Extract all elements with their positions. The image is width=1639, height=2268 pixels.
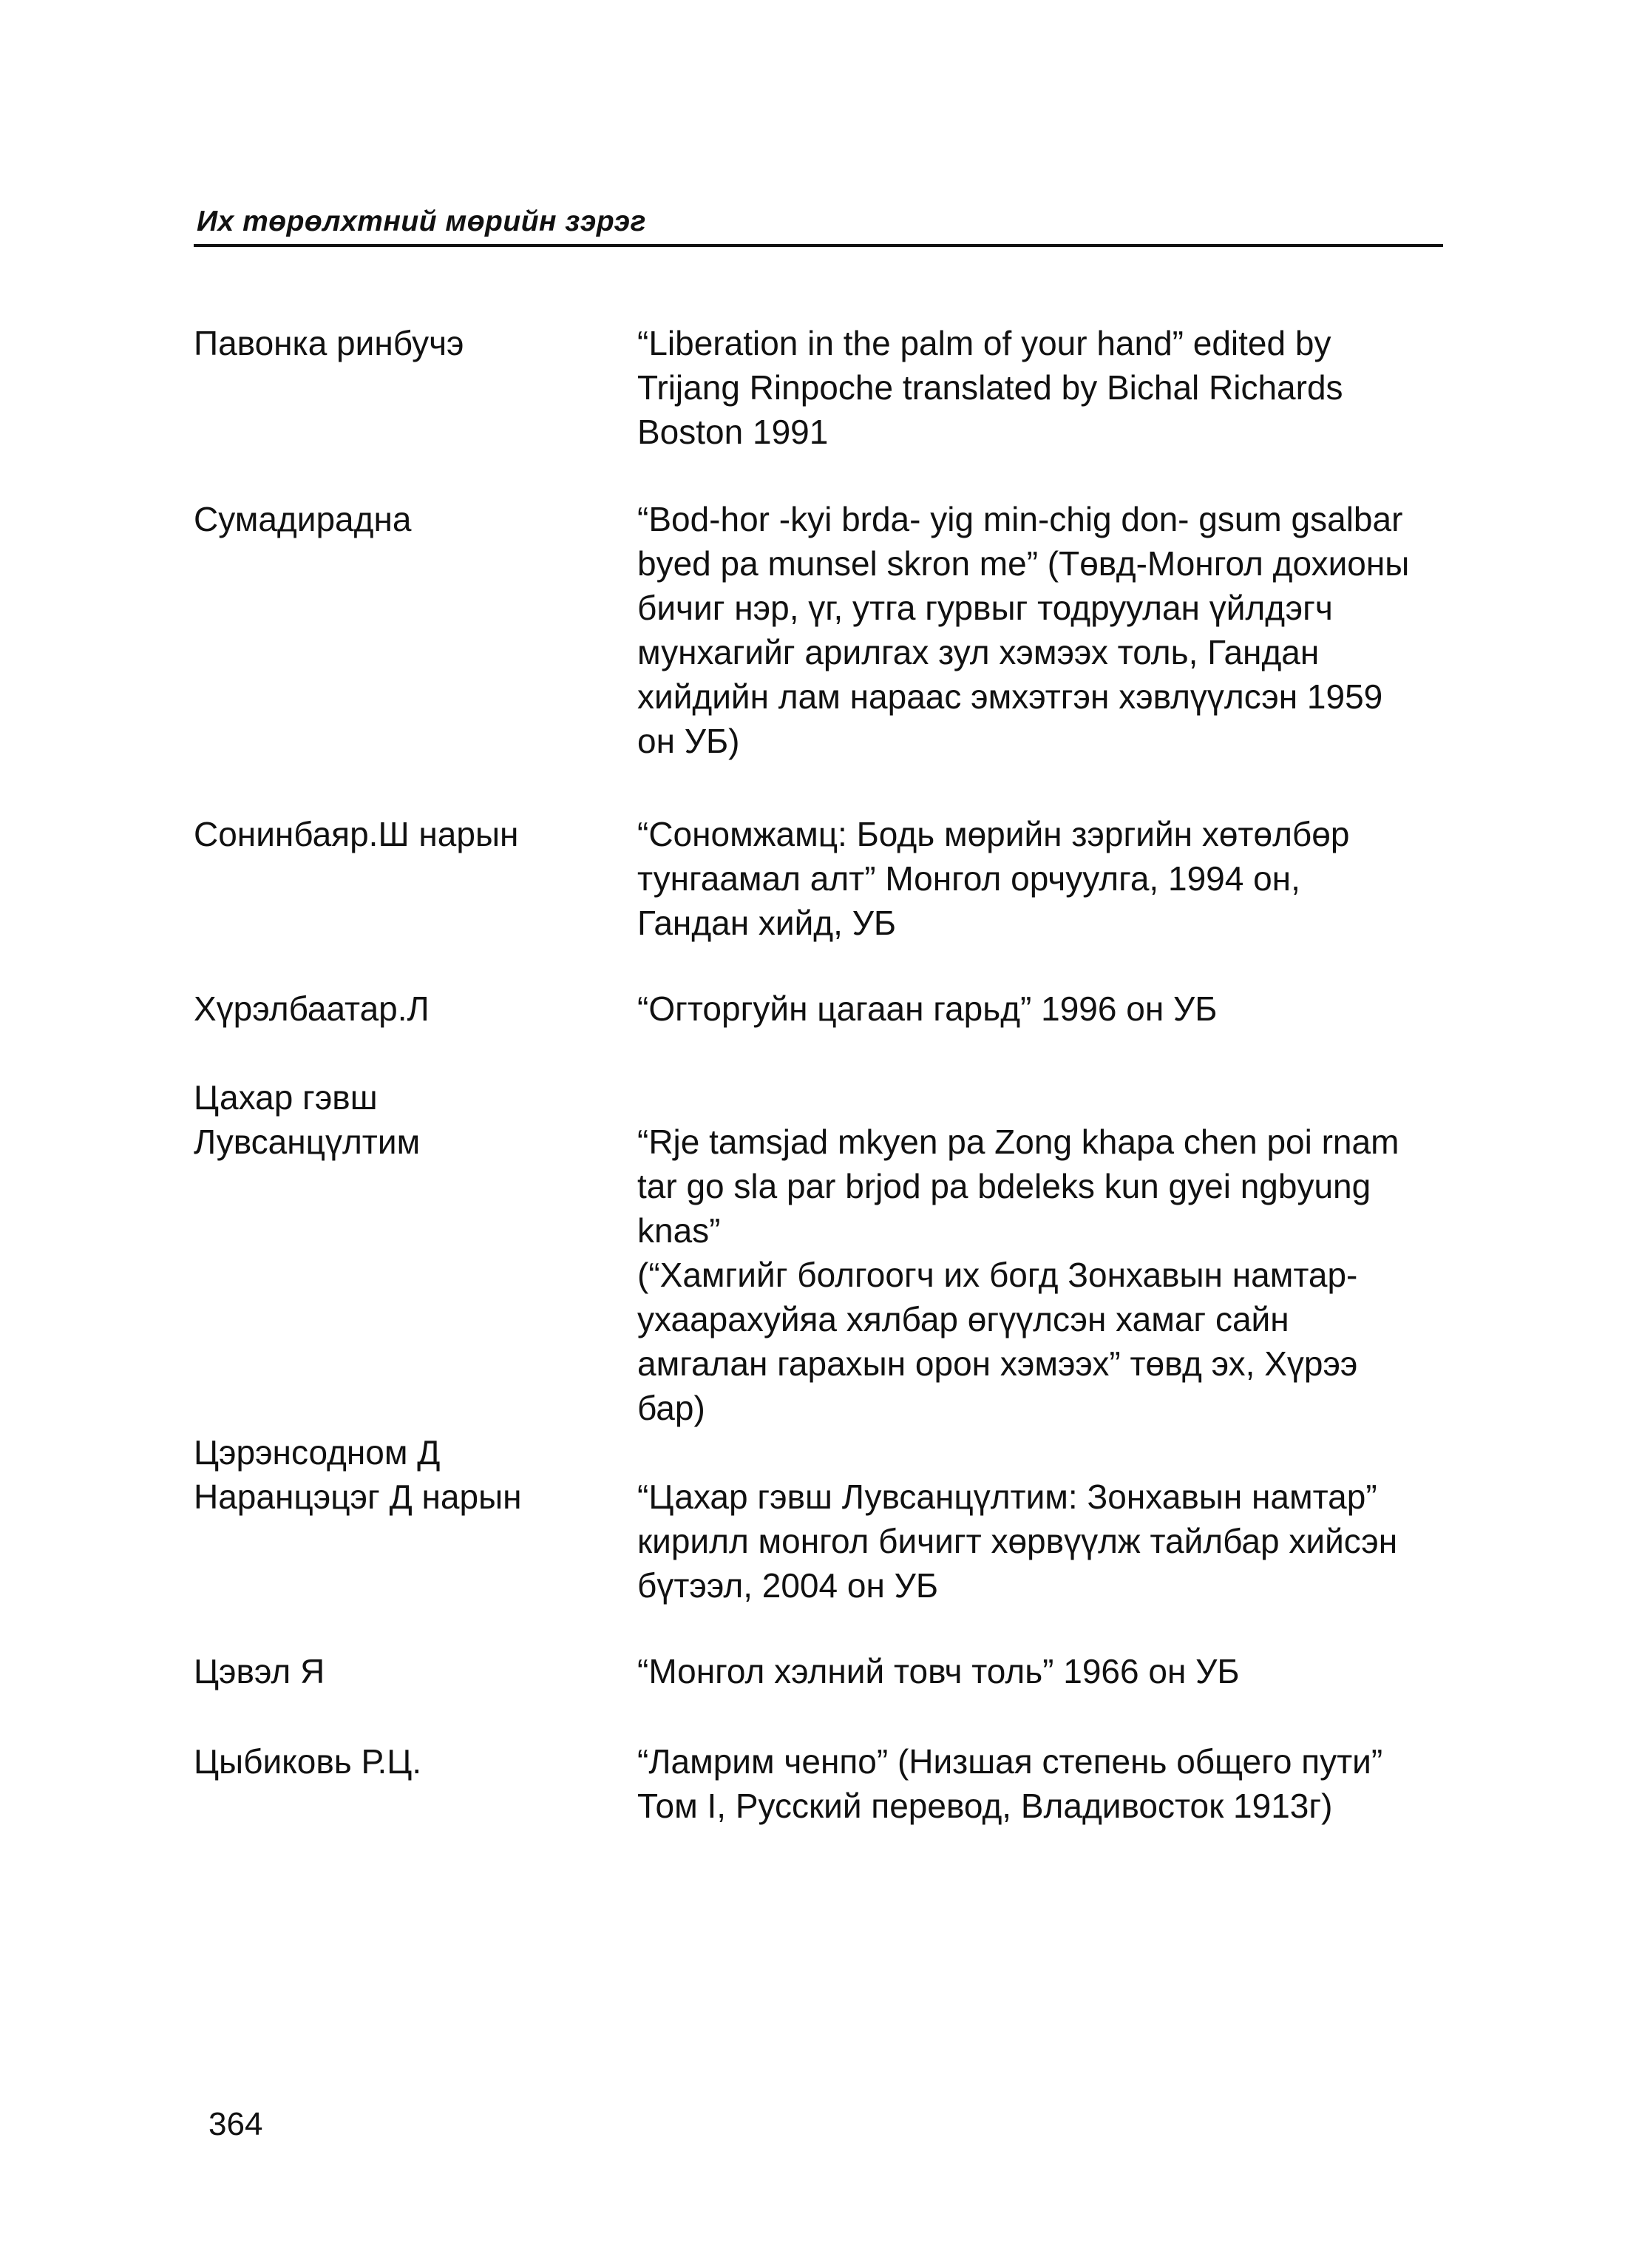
- work-line: амгалан гарахын орон хэмээх” төвд эх, Хүрээ: [637, 1344, 1358, 1383]
- work-line: “Цахар гэвш Лувсанцүлтим: Зонхавын намтар”: [637, 1477, 1377, 1516]
- author-line: Хүрэлбаатар.Л: [194, 989, 430, 1028]
- author-line: Цэвэл Я: [194, 1652, 325, 1690]
- work-line: “Огторгуйн цагаан гарьд” 1996 он УБ: [637, 989, 1218, 1028]
- work-line: [637, 1075, 1449, 1120]
- work-line: tar go sla par brjod pa bdeleks kun gyei ngbyung: [637, 1167, 1371, 1205]
- entry-author: [194, 1075, 608, 1164]
- work-line: бар): [637, 1389, 705, 1427]
- author-line: Сонинбаяр.Ш нарын: [194, 815, 519, 853]
- work-line: он УБ): [637, 722, 740, 760]
- entry-author: [194, 1649, 608, 1693]
- author-line: Лувсанцүлтим: [194, 1123, 421, 1161]
- entry-author: [194, 497, 608, 541]
- work-line: “Rje tamsjad mkyen pa Zong khapa chen poi rnam: [637, 1123, 1399, 1161]
- entry-author: [194, 1430, 608, 1519]
- work-line: “Ламрим ченпо” (Низшая степень общего пути”: [637, 1742, 1383, 1781]
- entry-work: [637, 812, 1449, 945]
- entry-author: [194, 986, 608, 1031]
- work-line: бичиг нэр, үг, утга гурвыг тодруулан үйлдэгч: [637, 589, 1333, 627]
- work-line: Том I, Русский перевод, Владивосток 1913г): [637, 1787, 1333, 1825]
- author-line: Наранцэцэг Д нарын: [194, 1477, 522, 1516]
- entry-author: [194, 321, 608, 365]
- work-line: “Liberation in the palm of your hand” edited by: [637, 324, 1331, 362]
- entry-work: [637, 1649, 1449, 1693]
- work-line: тунгаамал алт” Монгол орчуулга, 1994 он,: [637, 859, 1300, 898]
- entry-author: [194, 812, 608, 856]
- running-head: [194, 201, 1443, 247]
- work-line: knas”: [637, 1211, 721, 1250]
- page-number: 364: [208, 2106, 263, 2142]
- entry-work: [637, 1075, 1449, 1430]
- author-line: Цахар гэвш: [194, 1078, 378, 1117]
- author-line: Цэрэнсодном Д: [194, 1433, 441, 1472]
- entry-work: [637, 986, 1449, 1031]
- work-line: хийдийн лам нараас эмхэтгэн хэвлүүлсэн 1959: [637, 677, 1383, 716]
- entry-work: [637, 497, 1449, 763]
- work-line: (“Хамгийг болгоогч их богд Зонхавын намтар-: [637, 1256, 1358, 1294]
- author-line: Павонка ринбучэ: [194, 324, 464, 362]
- work-line: ухаарахуйяа хялбар өгүүлсэн хамаг сайн: [637, 1300, 1289, 1338]
- entry-work: [637, 1739, 1449, 1828]
- work-line: “Bod-hor -kyi brda- yig min-chig don- gsum gsalbar: [637, 500, 1403, 538]
- entry-work: [637, 321, 1449, 454]
- work-line: кирилл монгол бичигт хөрвүүлж тайлбар хийсэн: [637, 1522, 1398, 1560]
- author-line: Цыбиковь Р.Ц.: [194, 1742, 422, 1781]
- work-line: “Монгол хэлний товч толь” 1966 он УБ: [637, 1652, 1240, 1690]
- work-line: Boston 1991: [637, 413, 829, 451]
- work-line: [637, 1430, 1449, 1475]
- running-title: Их төрөлхтний мөрийн зэрэг: [197, 206, 646, 237]
- author-line: Сумадирадна: [194, 500, 412, 538]
- entry-author: [194, 1739, 608, 1784]
- work-line: Trijang Rinpoche translated by Bichal Richards: [637, 368, 1343, 407]
- work-line: “Сономжамц: Бодь мөрийн зэргийн хөтөлбөр: [637, 815, 1350, 853]
- work-line: byed pa munsel skron me” (Төвд-Монгол дохионы: [637, 544, 1410, 583]
- work-line: Гандан хийд, УБ: [637, 904, 897, 942]
- work-line: мунхагийг арилгах зул хэмээх толь, Гандан: [637, 633, 1320, 671]
- work-line: бүтээл, 2004 он УБ: [637, 1566, 939, 1605]
- entry-work: [637, 1430, 1449, 1608]
